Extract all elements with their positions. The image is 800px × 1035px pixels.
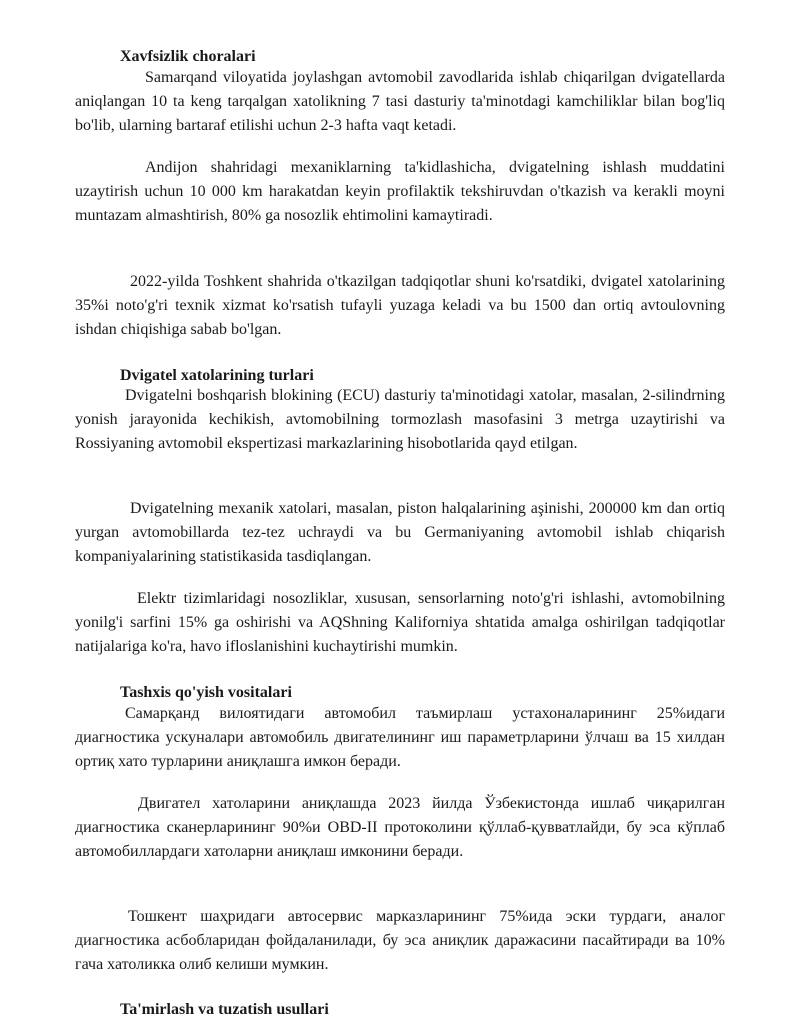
paragraph: Dvigatelni boshqarish blokining (ECU) dasturiy ta'minotidagi xatolar, masalan, 2-silindrning yonish jarayonida kechikish, avtomobilning tormozlash masofasini 3 metrga uzaytirishi va Rossiyaning avtomobil ekspertizasi markazlarining hisobotlarida qayd etilgan. <box>75 387 725 452</box>
section-heading-repair-methods: Ta'mirlash va tuzatish usullari <box>120 1001 329 1018</box>
section-heading-diagnostic-tools: Tashxis qo'yish vositalari <box>120 684 292 701</box>
paragraph: 2022-yilda Toshkent shahrida o'tkazilgan tadqiqotlar shuni ko'rsatdiki, dvigatel xatolarining 35%i noto'g'ri texnik xizmat ko'rsatish tufayli yuzaga keladi va bu 1500 dan ortiq avtoulovning ishdan chiqishiga sabab bo'lgan. <box>75 273 725 338</box>
paragraph: Тошкент шаҳридаги автосервис марказларининг 75%ида эски турдаги, аналог диагностика асбобларидан фойдаланилади, бу эса аниқлик даражасини пасайтиради ва 10% гача хатоликка олиб келиши мумкин. <box>75 908 725 973</box>
paragraph: Samarqand viloyatida joylashgan avtomobil zavodlarida ishlab chiqarilgan dvigatellarda aniqlangan 10 ta keng tarqalgan xatolikning 7 tasi dasturiy ta'minotdagi kamchiliklar bilan bog'liq bo'lib, ularning bartaraf etilishi uchun 2-3 hafta vaqt ketadi. <box>75 69 725 134</box>
section-heading-error-types: Dvigatel xatolarining turlari <box>120 367 314 384</box>
paragraph: Двигател хатоларини аниқлашда 2023 йилда Ўзбекистонда ишлаб чиқарилган диагностика сканерларининг 90%и OBD-II протоколини қўллаб-қувватлайди, бу эса кўплаб автомобиллардаги хатоларни аниқлаш имконини беради. <box>75 795 725 860</box>
section-heading-safety: Xavfsizlik choralari <box>120 48 256 65</box>
paragraph: Andijon shahridagi mexaniklarning ta'kidlashicha, dvigatelning ishlash muddatini uzaytirish uchun 10 000 km harakatdan keyin profilaktik tekshiruvdan o'tkazish va kerakli moyni muntazam almashtirish, 80% ga nosozlik ehtimolini kamaytiradi. <box>75 159 725 224</box>
paragraph: Elektr tizimlaridagi nosozliklar, xususan, sensorlarning noto'g'ri ishlashi, avtomobilning yonilg'i sarfini 15% ga oshirishi va AQShning Kaliforniya shtatida amalga oshirilgan tadqiqotlar natijalariga ko'ra, havo ifloslanishini kuchaytirishi mumkin. <box>75 590 725 655</box>
paragraph: Dvigatelning mexanik xatolari, masalan, piston halqalarining aşinishi, 200000 km dan ortiq yurgan avtomobillarda tez-tez uchraydi va bu Germaniyaning avtomobil ishlab chiqarish kompaniyalarining statistikasida tasdiqlangan. <box>75 500 725 565</box>
paragraph: Самарқанд вилоятидаги автомобил таъмирлаш устахоналарининг 25%идаги диагностика ускуналари автомобиль двигателининг иш параметрларини ўлчаш ва 15 хилдан ортиқ хато турларини аниқлашга имкон беради. <box>75 705 725 770</box>
